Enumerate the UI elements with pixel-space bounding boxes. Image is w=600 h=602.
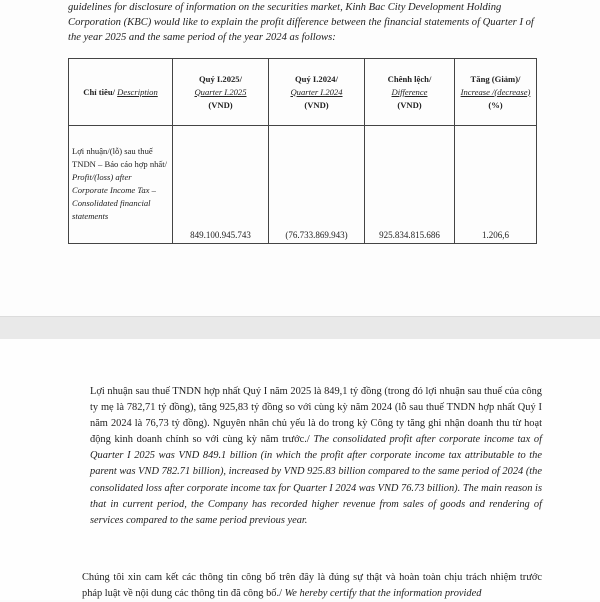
header-q1-2025: Quý I.2025/ Quarter I.2025 (VND) [173, 59, 269, 126]
header-q1-2024: Quý I.2024/ Quarter I.2024 (VND) [269, 59, 365, 126]
table-header-row [69, 59, 537, 126]
intro-paragraph [68, 0, 538, 45]
header-difference: Chênh lệch/ Difference (VND) [365, 59, 455, 126]
intro-text: guidelines for disclosure of information on the securities market, Kinh Bac City Development Holding Corporation (KBC) would like to explain the profit difference between the financial statements of Quarter I of the year 2025 and the same period of the year 2024 as follows: [68, 2, 534, 43]
explanation-en: The consolidated profit after corporate income tax of Quarter I 2025 was VND 849.1 billion (in which the profit after corporate income tax attributable to the parent was VND 782.71 billion), increased by VND 925.83 billion compared to the same period of 2024 (the consolidated loss after corporate income tax for Quarter I 2024 was VND 76.73 billion). The main reason is that in current period, the Company has recorded higher revenue from sales of goods and rendering of services compared to the same period previous year. [90, 434, 542, 526]
certification-paragraph [82, 570, 542, 602]
value-q1-2025: 849.100.945.743 [173, 126, 269, 244]
certification-vi: Chúng tôi xin cam kết các thông tin công bố trên đây là đúng sự thật và hoàn toàn chịu trách nhiệm trước pháp luật về nội dung các thông tin đã công bố./ [82, 572, 542, 600]
header-description: Chỉ tiêu/ Description [69, 59, 173, 126]
page-separator [0, 316, 600, 340]
document-page-2 [0, 339, 600, 600]
explanation-paragraph [90, 384, 542, 529]
value-q1-2024: (76.733.869.943) [269, 126, 365, 244]
profit-comparison-table [68, 58, 537, 244]
certification-en: We hereby certify that the information provided [284, 588, 482, 600]
value-difference: 925.834.815.686 [365, 126, 455, 244]
header-increase-decrease: Tăng (Giảm)/ Increase /(decrease) (%) [455, 59, 537, 126]
table-row [69, 126, 537, 244]
row-description: Lợi nhuận/(lỗ) sau thuế TNDN – Báo cáo hợp nhất/ Profit/(loss) after Corporate Income Tax – Consolidated financial statements [69, 126, 173, 244]
value-percent: 1.206,6 [455, 126, 537, 244]
explanation-vi: Lợi nhuận sau thuế TNDN hợp nhất Quý I năm 2025 là 849,1 tỷ đồng (trong đó lợi nhuận sau thuế của công ty mẹ là 782,71 tỷ đồng), tăng 925,83 tỷ đồng so với cùng kỳ năm 2024 (lỗ sau thuế TNDN hợp nhất Quý I năm 2024 là 76,73 tỷ đồng). Nguyên nhân chủ yếu là do trong kỳ Công ty tăng ghi nhận doanh thu từ hoạt động kinh doanh chính so với cùng kỳ năm trước./ [90, 386, 542, 446]
